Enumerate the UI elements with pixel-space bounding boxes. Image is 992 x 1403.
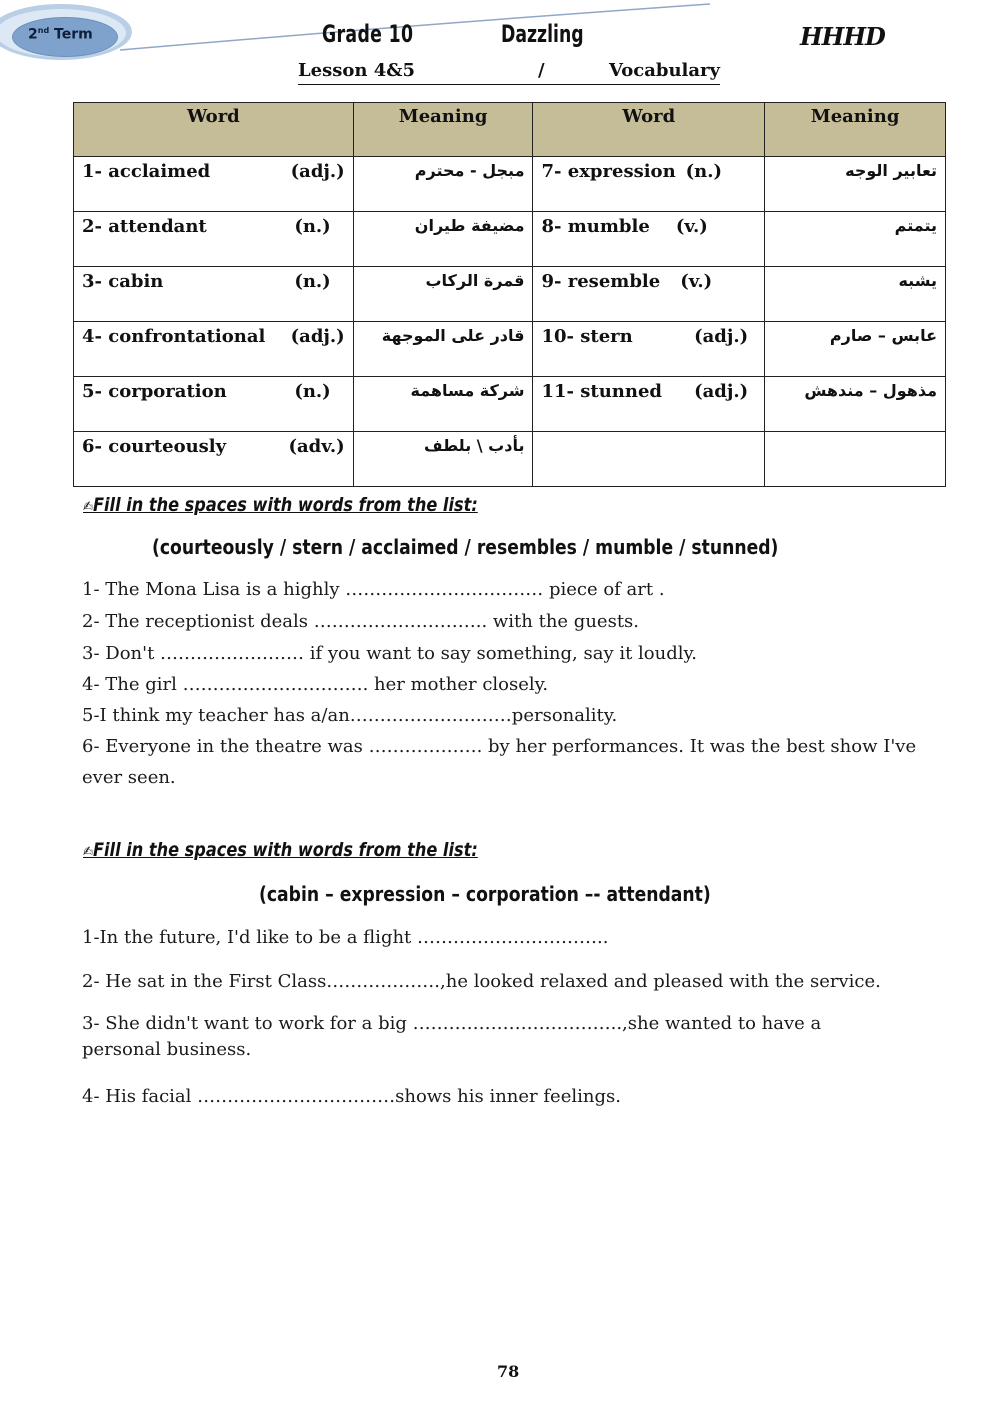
- meaning-cell: يشبه: [765, 267, 946, 322]
- part-of-speech: (v.): [675, 216, 708, 237]
- table-row: [74, 322, 946, 377]
- part-of-speech: (adj.): [290, 161, 345, 182]
- exercise2-sentence-4: 4- His facial ……………………………shows his inner feelings.: [82, 1086, 621, 1107]
- exercise2-sentence-2: 2- He sat in the First Class……………….,he looked relaxed and pleased with the service.: [82, 971, 881, 992]
- part-of-speech: (n.): [294, 381, 331, 402]
- word-cell: [533, 322, 765, 377]
- exercise1-sentence-6: 6- Everyone in the theatre was ………………. by her performances. It was the best show I've ever seen.: [82, 736, 917, 788]
- lesson-separator: /: [538, 60, 545, 81]
- meaning-cell: تعابير الوجه: [765, 157, 946, 212]
- table-row: [74, 157, 946, 212]
- meaning-cell: بأدب \ بلطف: [353, 432, 533, 487]
- term-label: 2nd Term: [28, 26, 93, 43]
- exercise1-sentence-3: 3- Don't …………………… if you want to say something, say it loudly.: [82, 643, 698, 664]
- exercise1-heading: [83, 494, 478, 516]
- meaning-cell: عابس – صارم: [765, 322, 946, 377]
- exercise1-sentence-1: 1- The Mona Lisa is a highly …………………………… piece of art .: [82, 579, 665, 600]
- table-row: [74, 267, 946, 322]
- meaning-cell: شركة مساهمة: [353, 377, 533, 432]
- exercise2-sentence-1: 1-In the future, I'd like to be a flight …………………………..: [82, 927, 609, 948]
- word-text: 10- stern: [541, 326, 633, 347]
- part-of-speech: (v.): [680, 271, 713, 292]
- word-cell: [74, 212, 354, 267]
- table-header-row: [74, 103, 946, 157]
- grade-title: Grade 10: [322, 20, 414, 48]
- word-text: 6- courteously: [82, 436, 227, 457]
- part-of-speech: (n.): [685, 161, 723, 182]
- exercise2-word-list: (cabin – expression – corporation –- attendant): [259, 882, 711, 906]
- exercise1-word-list: (courteously / stern / acclaimed / resembles / mumble / stunned): [152, 535, 779, 559]
- part-of-speech: (adj.): [694, 381, 749, 402]
- header-meaning-left: Meaning: [353, 103, 533, 157]
- word-text: 2- attendant: [82, 216, 207, 237]
- table-row: [74, 212, 946, 267]
- table-row: [74, 377, 946, 432]
- word-text: 11- stunned: [541, 381, 663, 402]
- word-text: 5- corporation: [82, 381, 227, 402]
- meaning-cell: قادر على الموجهة: [353, 322, 533, 377]
- meaning-cell: مبجل - محترم: [353, 157, 533, 212]
- word-cell: [533, 212, 765, 267]
- empty-meaning-cell: [765, 432, 946, 487]
- word-cell: [74, 377, 354, 432]
- lesson-label: Lesson 4&5: [298, 60, 416, 81]
- exercise2-sentence-3: 3- She didn't want to work for a big ……………………………..,she wanted to have a personal business.: [82, 1013, 822, 1060]
- exercise1-sentence-5: 5-I think my teacher has a/an………………………personality.: [82, 705, 618, 726]
- book-title: Dazzling: [501, 20, 584, 48]
- part-of-speech: (adj.): [290, 326, 345, 347]
- lesson-topic: Vocabulary: [608, 60, 720, 81]
- part-of-speech: (n.): [294, 271, 331, 292]
- word-text: 3- cabin: [82, 271, 164, 292]
- exercise1-sentence-2: 2- The receptionist deals ……………………….. with the guests.: [82, 611, 640, 632]
- header-meaning-right: Meaning: [765, 103, 946, 157]
- page-number: 78: [497, 1362, 520, 1381]
- header-word-right: Word: [533, 103, 765, 157]
- word-cell: [533, 267, 765, 322]
- part-of-speech: (adj.): [694, 326, 749, 347]
- meaning-cell: يتمتم: [765, 212, 946, 267]
- word-text: 7- expression: [541, 161, 676, 182]
- writing-hand-icon: ✍: [83, 844, 93, 860]
- empty-word-cell: [533, 432, 765, 487]
- word-cell: [74, 267, 354, 322]
- exercise1-sentence-4: 4- The girl …………………………. her mother closely.: [82, 674, 549, 695]
- meaning-cell: قمرة الركاب: [353, 267, 533, 322]
- word-text: 1- acclaimed: [82, 161, 211, 182]
- vocabulary-table: [73, 102, 946, 487]
- meaning-cell: مضيفة طيران: [353, 212, 533, 267]
- word-cell: [533, 377, 765, 432]
- word-cell: [533, 157, 765, 212]
- word-cell: [74, 432, 354, 487]
- writing-hand-icon: ✍: [83, 499, 93, 515]
- meaning-cell: مذهول – مندهش: [765, 377, 946, 432]
- exercise1-heading-text: Fill in the spaces with words from the list:: [92, 494, 478, 516]
- lesson-subtitle: [298, 60, 720, 85]
- word-text: 8- mumble: [541, 216, 650, 237]
- author-signature: HHHD: [800, 22, 885, 51]
- word-text: 9- resemble: [541, 271, 661, 292]
- part-of-speech: (adv.): [288, 436, 345, 457]
- word-cell: [74, 157, 354, 212]
- header-word-left: Word: [74, 103, 354, 157]
- table-row: [74, 432, 946, 487]
- word-text: 4- confrontational: [82, 326, 266, 347]
- exercise2-heading: [83, 839, 478, 861]
- part-of-speech: (n.): [294, 216, 331, 237]
- exercise2-heading-text: Fill in the spaces with words from the list:: [92, 839, 478, 861]
- word-cell: [74, 322, 354, 377]
